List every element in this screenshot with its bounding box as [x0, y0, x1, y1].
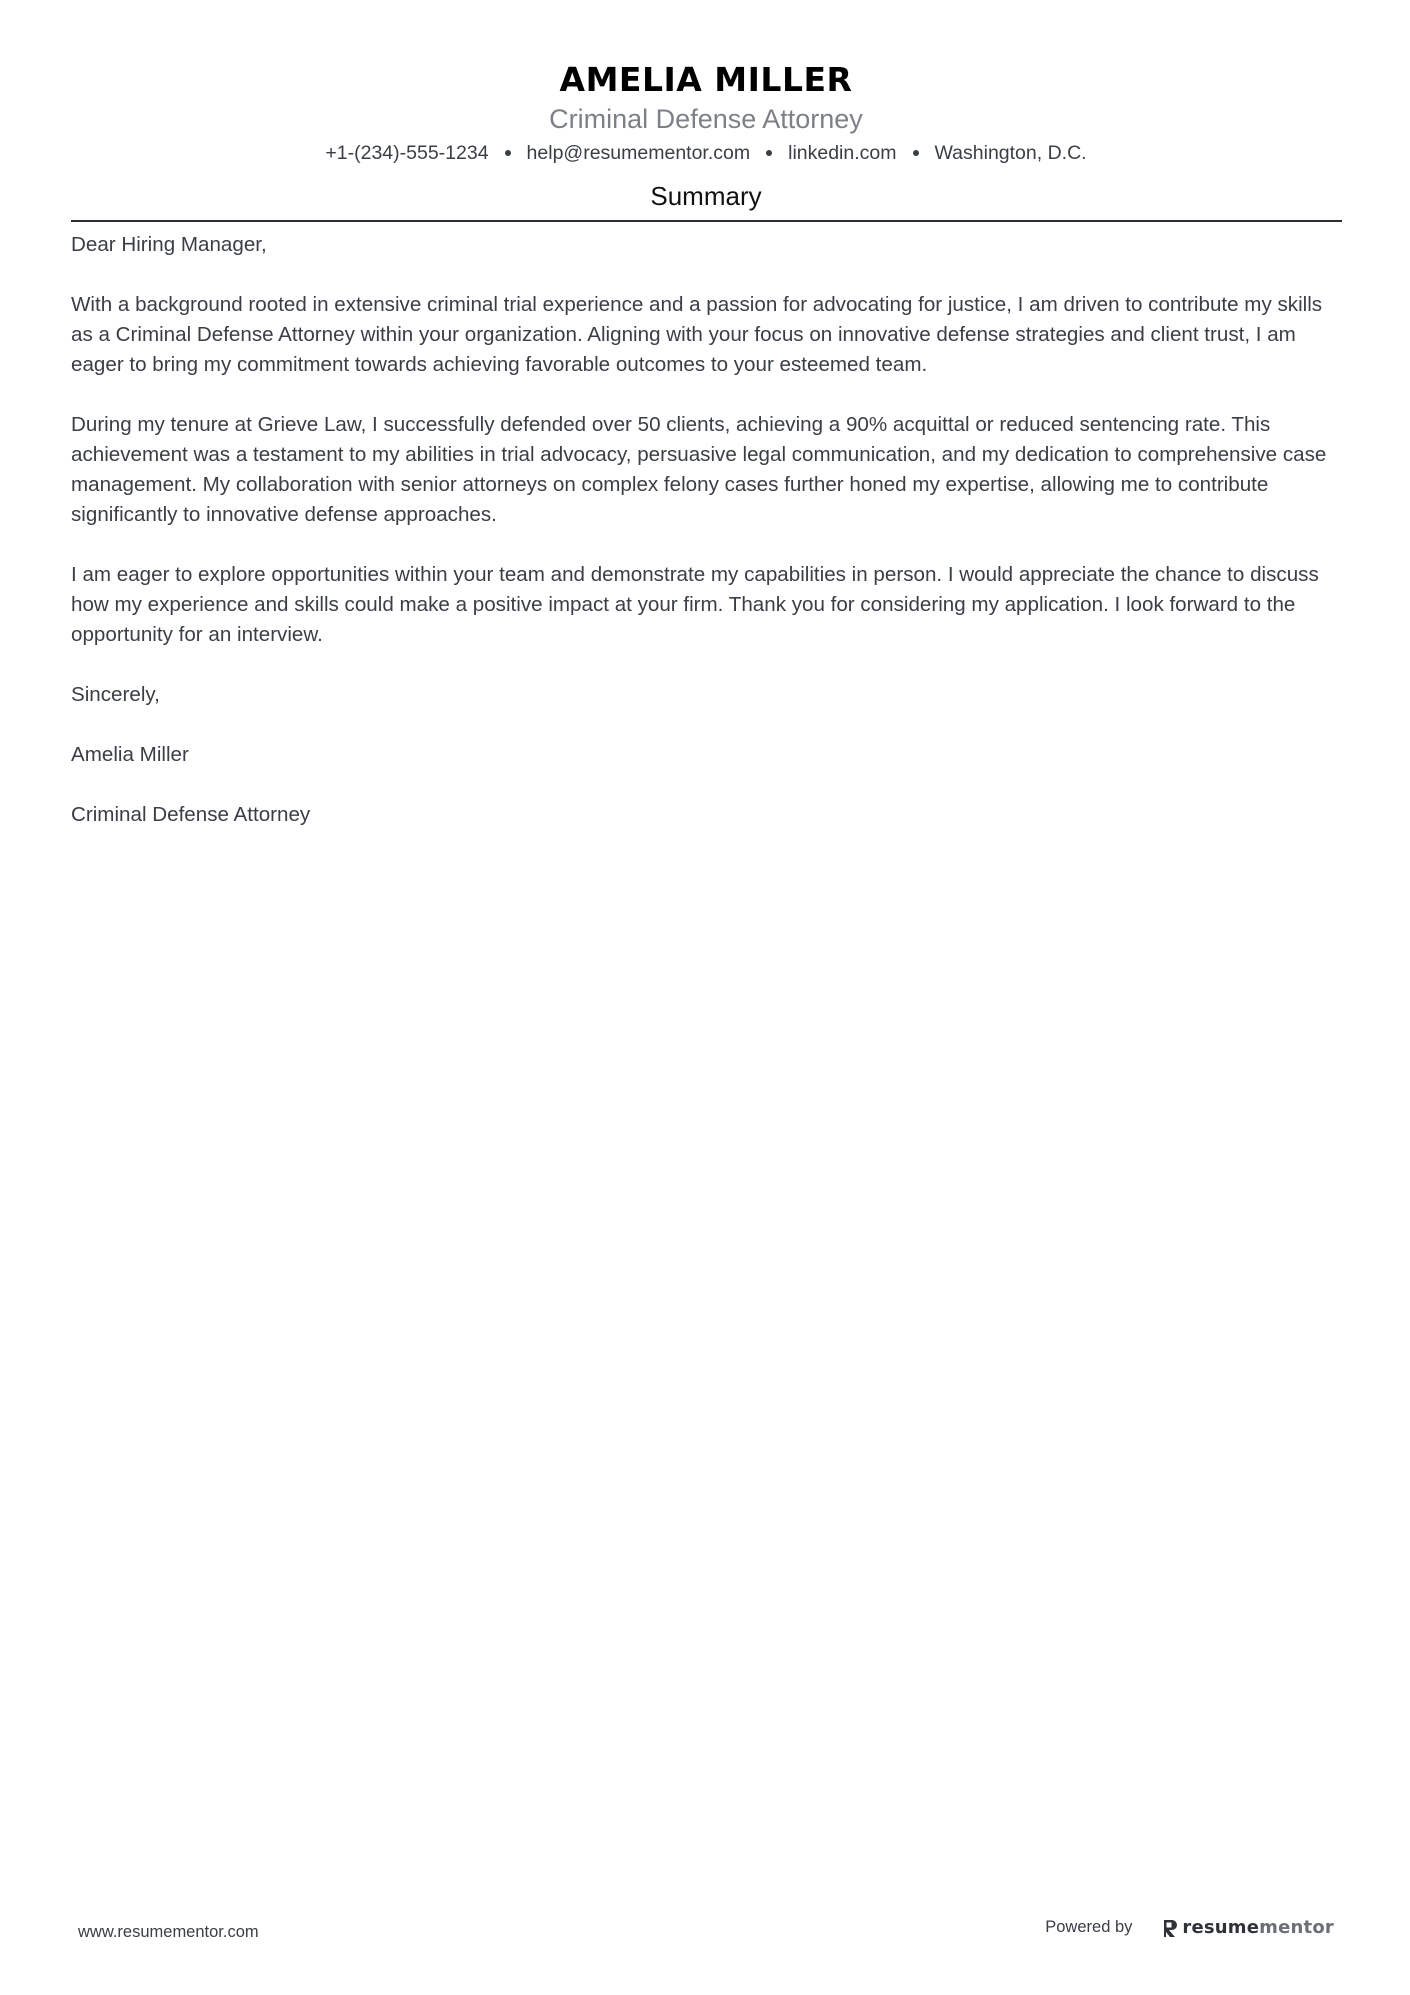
bullet-separator: [913, 150, 919, 156]
salutation: Dear Hiring Manager,: [71, 233, 267, 256]
paragraph: I am eager to explore opportunities within your team and demonstrate my capabilities in person. I would appreciate the chance to discuss how my experience and skills could make a positive impact at your firm. Thank you for considering my application. I look forward to the opportunity for an interview.: [71, 563, 1319, 646]
brand-name-part1: resume: [1182, 1917, 1260, 1938]
contact-linkedin[interactable]: linkedin.com: [788, 142, 897, 164]
letter-body: [71, 230, 1346, 860]
job-title: Criminal Defense Attorney: [549, 104, 863, 134]
contact-email[interactable]: help@resumementor.com: [526, 142, 751, 164]
bullet-separator: [766, 150, 772, 156]
header: [71, 58, 1341, 167]
contact-phone: +1-(234)-555-1234: [325, 142, 489, 164]
footer-website[interactable]: www.resumementor.com: [78, 1923, 259, 1941]
paragraph: With a background rooted in extensive criminal trial experience and a passion for advocating for justice, I am driven to contribute my skills as a Criminal Defense Attorney within your organization. Aligning with your focus on innovative defense strategies and client trust, I am eager to bring my commitment towards achieving favorable outcomes to your esteemed team.: [71, 293, 1323, 376]
closing: Sincerely,: [71, 683, 160, 706]
powered-by-label: Powered by: [1045, 1918, 1133, 1936]
section-title: Summary: [650, 181, 762, 211]
signature-name: Amelia Miller: [71, 743, 189, 766]
resumementor-logo-icon: [1162, 1918, 1178, 1938]
contact-location: Washington, D.C.: [934, 142, 1087, 164]
candidate-name: AMELIA MILLER: [559, 60, 853, 99]
bullet-separator: [505, 150, 511, 156]
contact-info: [71, 139, 1341, 167]
brand-logo[interactable]: [1162, 1917, 1334, 1938]
brand-name-part2: mentor: [1259, 1917, 1334, 1938]
footer-branding: [1045, 1917, 1334, 1938]
section-divider: [71, 220, 1342, 222]
paragraph: During my tenure at Grieve Law, I successfully defended over 50 clients, achieving a 90% acquittal or reduced sentencing rate. This achievement was a testament to my abilities in trial advocacy, persuasive legal communication, and my dedication to comprehensive case management. My collaboration with senior attorneys on complex felony cases further honed my expertise, allowing me to contribute significantly to innovative defense approaches.: [71, 413, 1327, 526]
signature-title: Criminal Defense Attorney: [71, 803, 311, 826]
